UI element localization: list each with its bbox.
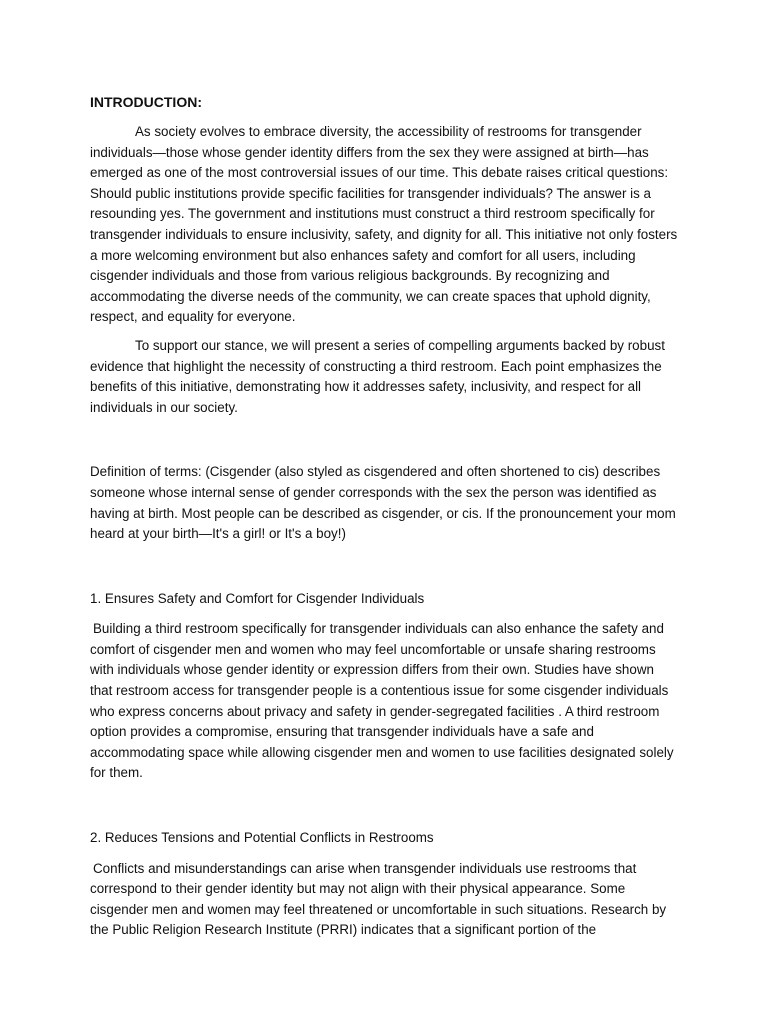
section-2-title: 2. Reduces Tensions and Potential Conflicts in Restrooms <box>90 830 434 846</box>
section-1-title: 1. Ensures Safety and Comfort for Cisgender Individuals <box>90 590 425 606</box>
definition-paragraph: Definition of terms: (Cisgender (also styled as cisgendered and often shortened to cis) describes someone whose internal sense of gender corresponds with the sex the person was identified as having at birth. Most people can be described as cisgender, or cis. If the pronouncement your mom heard at your birth—It's a girl! or It's a boy!) <box>90 464 676 542</box>
section-2-body: Conflicts and misunderstandings can arise when transgender individuals use restrooms that correspond to their gender identity but may not align with their physical appearance. Some cisgender men and women may feel threatened or uncomfortable in such situations. Research by the Public Religion Research Institute (PRRI) indicates that a significant portion of the <box>90 860 667 938</box>
section-1-body: Building a third restroom specifically for transgender individuals can also enhance the safety and comfort of cisgender men and women who may feel uncomfortable or unsafe sharing restrooms with individuals whose gender identity or expression differs from their own. Studies have shown that restroom access for transgender people is a contentious issue for some cisgender individuals who express concerns about privacy and safety in gender-segregated facilities . A third restroom option provides a compromise, ensuring that transgender individuals have a safe and accommodating space while allowing cisgender men and women to use facilities designated solely for them. <box>90 621 674 781</box>
spacer <box>90 553 678 589</box>
spacer <box>90 792 678 828</box>
intro-paragraph-1: As society evolves to embrace diversity, the accessibility of restrooms for transgender individuals—those whose gender identity differs from the sex they were assigned at birth—has emerged as one of the most controversial issues of our time. This debate raises critical questions: Should public institutions provide specific facilities for transgender individuals? The answer is a resounding yes. The government and institutions must construct a third restroom specifically for transgender individuals to ensure inclusivity, safety, and dignity for all. This initiative not only fosters a more welcoming environment but also enhances safety and comfort for all users, including cisgender individuals and those from various religious backgrounds. By recognizing and accommodating the diverse needs of the community, we can create spaces that uphold dignity, respect, and equality for everyone. <box>90 124 678 325</box>
intro-heading: INTRODUCTION: <box>90 94 202 110</box>
intro-paragraph-2: To support our stance, we will present a series of compelling arguments backed by robust evidence that highlight the necessity of constructing a third restroom. Each point emphasizes the benefits of this initiative, demonstrating how it addresses safety, inclusivity, and respect for all individuals in our society. <box>90 337 665 415</box>
document-content <box>90 92 678 949</box>
spacer <box>90 426 678 462</box>
